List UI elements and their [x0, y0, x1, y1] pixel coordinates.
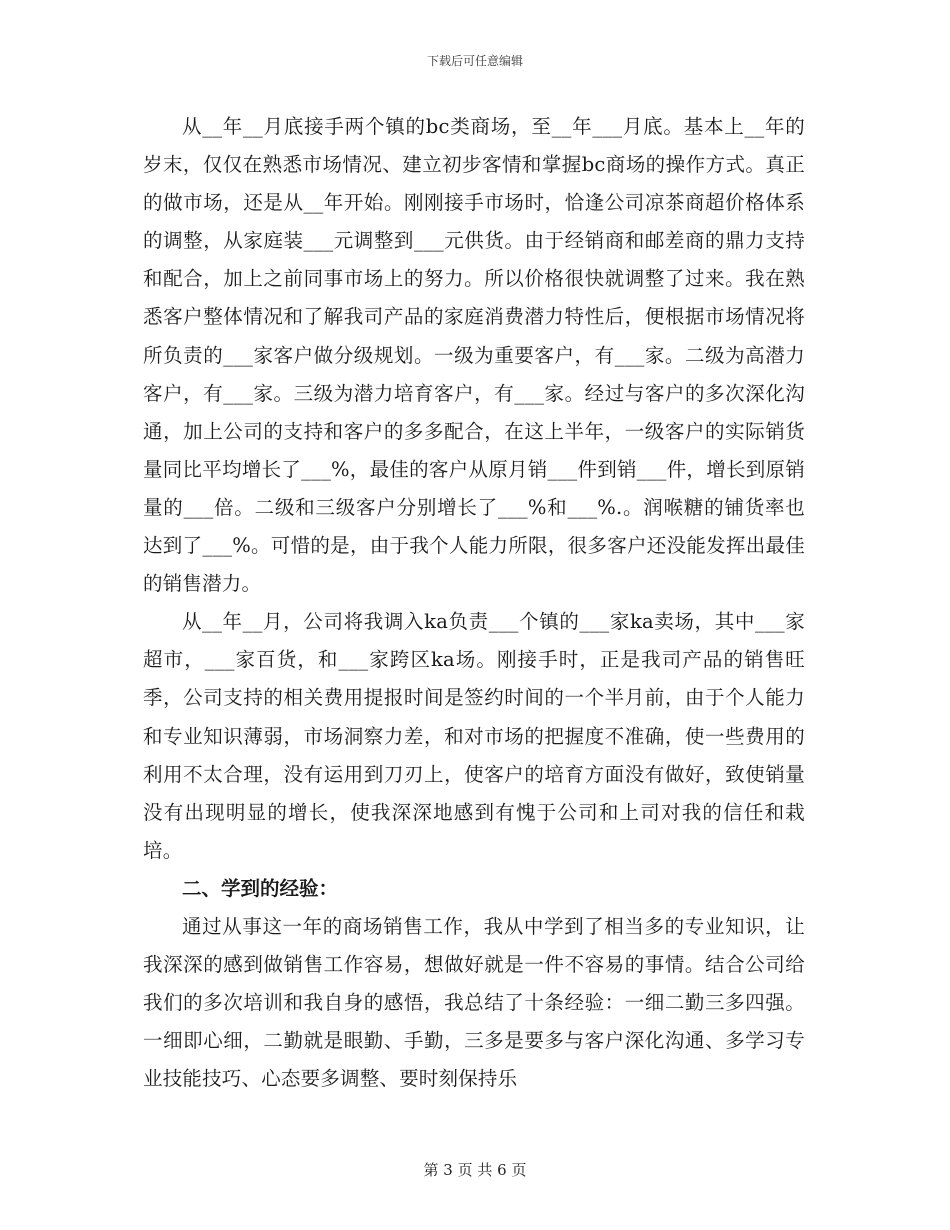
page-header: 下载后可任意编辑 [426, 54, 523, 68]
document-body [143, 108, 805, 1098]
section-heading-lessons: 二、学到的经验： [182, 876, 339, 900]
paragraph-ka-market: 从__年__月，公司将我调入ka负责___个镇的___家ka卖场，其中___家超市，___家百货，和___家跨区ka场。刚接手时，正是我司产品的销售旺季，公司支持的相关费用提报时间是签约时间的一个半月前，由于个人能力和专业知识薄弱，市场洞察力差，和对市场的把握度不准确，使一些费用的利用不太合理，没有运用到刀刃上，使客户的培育方面没有做好，致使销量没有出现明显的增长，使我深深地感到有愧于公司和上司对我的信任和栽培。 [143, 610, 805, 862]
paragraph-lessons: 通过从事这一年的商场销售工作，我从中学到了相当多的专业知识，让我深深的感到做销售工作容易，想做好就是一件不容易的事情。结合公司给我们的多次培训和我自身的感悟，我总结了十条经验：一细二勤三多四强。一细即心细，二勤就是眼勤、手勤，三多是要多与客户深化沟通、多学习专业技能技巧、心态要多调整、要时刻保持乐 [143, 914, 805, 1091]
page-footer: 第 3 页 共 6 页 [423, 1161, 527, 1179]
paragraph-bc-market: 从__年__月底接手两个镇的bc类商场，至__年___月底。基本上__年的岁末，仅仅在熟悉市场情况、建立初步客情和掌握bc商场的操作方式。真正的做市场，还是从__年开始。刚刚接手市场时，恰逢公司凉茶商超价格体系的调整，从家庭装___元调整到___元供货。由于经销商和邮差商的鼎力支持和配合，加上之前同事市场上的努力。所以价格很快就调整了过来。我在熟悉客户整体情况和了解我司产品的家庭消费潜力特性后，便根据市场情况将所负责的___家客户做分级规划。一级为重要客户，有___家。二级为高潜力客户，有___家。三级为潜力培育客户，有___家。经过与客户的多次深化沟通，加上公司的支持和客户的多多配合，在这上半年，一级客户的实际销货量同比平均增长了___%，最佳的客户从原月销___件到销___件，增长到原销量的___倍。二级和三级客户分别增长了___%和___%.。润喉糖的铺货率也达到了___%。可惜的是，由于我个人能力所限，很多客户还没能发挥出最佳的销售潜力。 [143, 115, 805, 596]
